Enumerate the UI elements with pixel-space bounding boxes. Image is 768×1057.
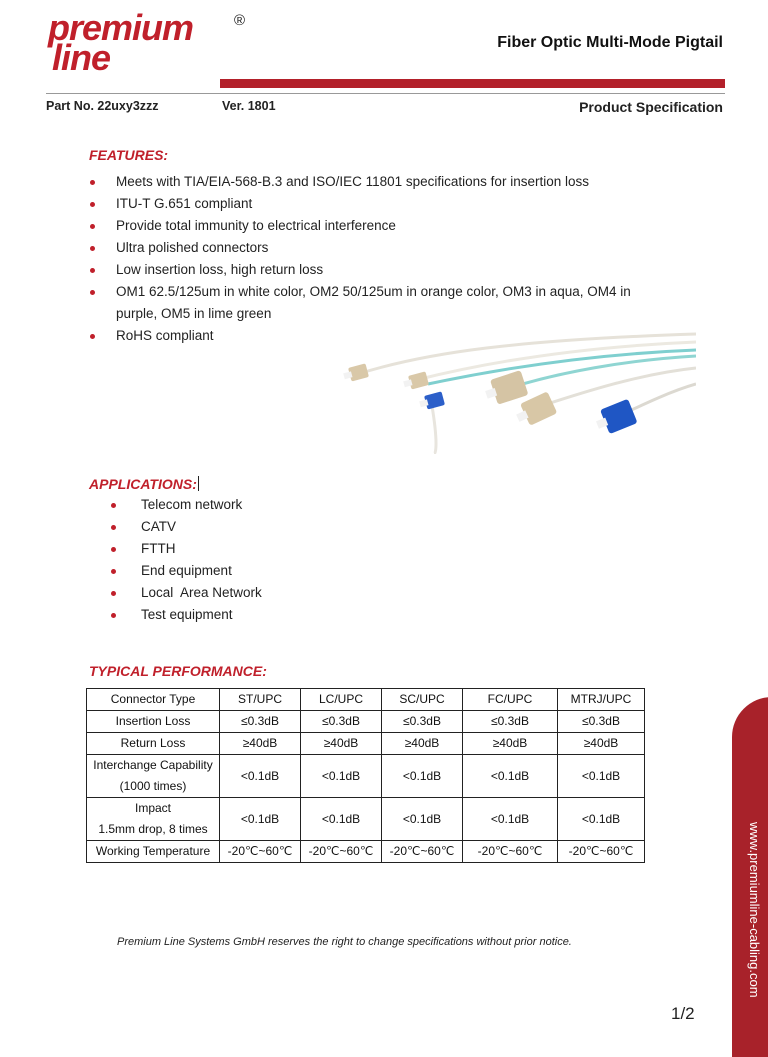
table-cell: -20℃~60℃ [463, 841, 558, 863]
table-cell: -20℃~60℃ [301, 841, 382, 863]
version-label: Ver. 1801 [222, 99, 276, 113]
table-row [87, 733, 645, 755]
table-cell: <0.1dB [558, 755, 645, 798]
header-cell: MTRJ/UPC [558, 689, 645, 711]
table-cell: <0.1dB [382, 798, 463, 841]
features-heading: FEATURES: [89, 147, 169, 163]
table-cell: <0.1dB [463, 755, 558, 798]
row-label: Working Temperature [87, 841, 220, 863]
row-label-main: Impact [134, 801, 171, 815]
table-row [87, 798, 645, 841]
table-row [87, 711, 645, 733]
table-cell: ≥40dB [301, 733, 382, 755]
table-cell: ≥40dB [558, 733, 645, 755]
table-cell: <0.1dB [220, 755, 301, 798]
part-number: Part No. 22uxy3zzz [46, 99, 159, 113]
list-item: FTTH [110, 538, 262, 560]
table-cell: <0.1dB [463, 798, 558, 841]
list-item: RoHS compliant [89, 325, 689, 347]
list-item: Provide total immunity to electrical interference [89, 215, 689, 237]
header-cell: ST/UPC [220, 689, 301, 711]
page-number: 1/2 [671, 1004, 695, 1023]
header-cell: LC/UPC [301, 689, 382, 711]
applications-list [110, 494, 262, 626]
features-list [89, 171, 689, 347]
applications-heading-text: APPLICATIONS: [89, 476, 197, 492]
table-header-row [87, 689, 645, 711]
logo-text-bottom: line [52, 37, 111, 78]
text-cursor [198, 476, 199, 491]
row-label-sub: (1000 times) [119, 779, 187, 793]
pigtail-connectors-image [338, 322, 696, 454]
table-cell: ≥40dB [220, 733, 301, 755]
table-cell: -20℃~60℃ [558, 841, 645, 863]
table-cell: -20℃~60℃ [220, 841, 301, 863]
header-cell: Connector Type [87, 689, 220, 711]
table-cell: ≤0.3dB [301, 711, 382, 733]
list-item: Meets with TIA/EIA-568-B.3 and ISO/IEC 11801 specifications for insertion loss [89, 171, 689, 193]
table-cell: -20℃~60℃ [382, 841, 463, 863]
table-cell: <0.1dB [558, 798, 645, 841]
row-label: Return Loss [87, 733, 220, 755]
list-item: Test equipment [110, 604, 262, 626]
list-item: Ultra polished connectors [89, 237, 689, 259]
table-row [87, 841, 645, 863]
row-label: Insertion Loss [87, 711, 220, 733]
document-title: Fiber Optic Multi-Mode Pigtail [497, 34, 723, 51]
list-item: Local Area Network [110, 582, 262, 604]
header-cell: FC/UPC [463, 689, 558, 711]
row-label-sub: 1.5mm drop, 8 times [98, 822, 208, 836]
list-item: End equipment [110, 560, 262, 582]
list-item: ITU-T G.651 compliant [89, 193, 689, 215]
header-divider [46, 93, 725, 94]
applications-heading [89, 476, 199, 492]
table-row [87, 755, 645, 798]
row-label [87, 798, 220, 841]
performance-heading: TYPICAL PERFORMANCE: [89, 663, 267, 679]
table-cell: ≥40dB [382, 733, 463, 755]
table-cell: <0.1dB [220, 798, 301, 841]
header-cell: SC/UPC [382, 689, 463, 711]
table-cell: ≤0.3dB [382, 711, 463, 733]
table-cell: ≤0.3dB [463, 711, 558, 733]
table-cell: ≤0.3dB [220, 711, 301, 733]
list-item: Telecom network [110, 494, 262, 516]
document-type: Product Specification [579, 99, 723, 115]
list-item: OM1 62.5/125um in white color, OM2 50/125um in orange color, OM3 in aqua, OM4 in purple, OM5 in lime green [89, 281, 661, 325]
disclaimer-note: Premium Line Systems GmbH reserves the right to change specifications without prior notice. [117, 936, 572, 948]
logo-text-top: premium [48, 7, 194, 48]
table-cell: ≥40dB [463, 733, 558, 755]
list-item: Low insertion loss, high return loss [89, 259, 689, 281]
list-item: CATV [110, 516, 262, 538]
table-cell: <0.1dB [382, 755, 463, 798]
registered-mark: ® [234, 12, 246, 29]
performance-table [86, 688, 645, 863]
table-cell: ≤0.3dB [558, 711, 645, 733]
row-label-main: Interchange Capability [93, 758, 213, 772]
premium-line-logo [46, 7, 256, 78]
website-link[interactable]: www.premiumline-cabling.com [747, 822, 762, 998]
header-red-bar [220, 79, 725, 88]
row-label [87, 755, 220, 798]
table-cell: <0.1dB [301, 755, 382, 798]
table-cell: <0.1dB [301, 798, 382, 841]
